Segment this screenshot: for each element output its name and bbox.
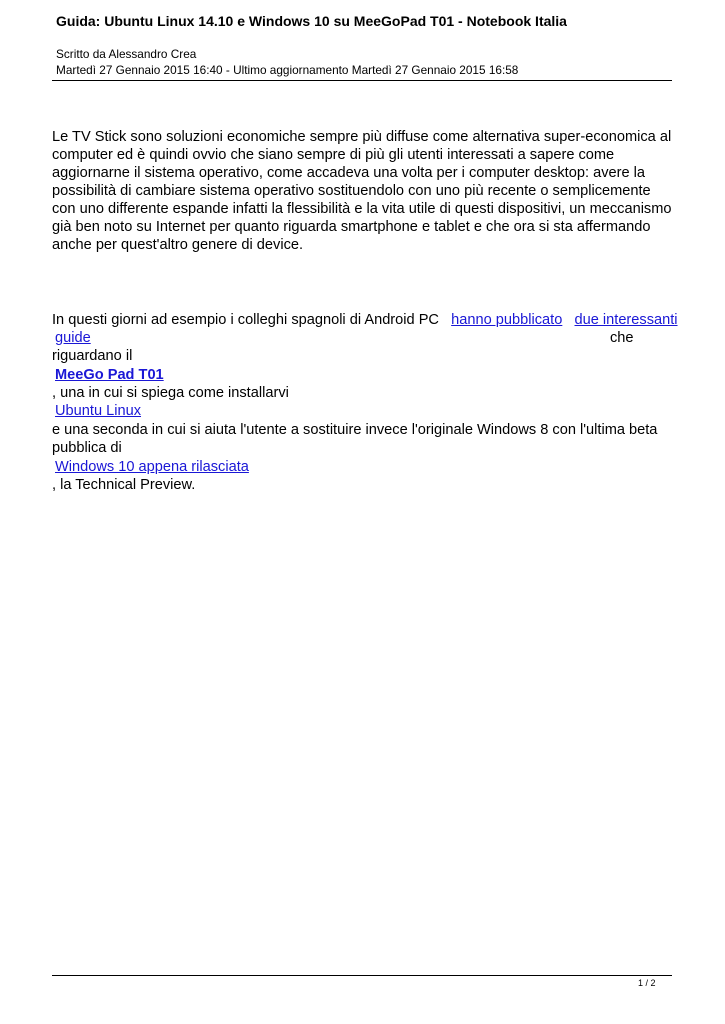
end-text: , la Technical Preview. (52, 477, 196, 493)
install-text: , una in cui si spiega come installarvi (52, 385, 289, 401)
header-divider (52, 80, 672, 81)
paragraph-line (55, 402, 141, 420)
paragraph-line (55, 329, 91, 347)
paragraph-line: anche per quest'altro genere di device. (52, 237, 304, 253)
regarding-text: riguardano il (52, 348, 133, 364)
paragraph-line: possibilità di cambiare sistema operativo sostituendolo con uno più recente o semplicemente (52, 183, 651, 199)
che-text: che (610, 330, 634, 346)
footer-divider (52, 975, 672, 976)
paragraph-line (55, 458, 249, 476)
public-text: pubblica di (52, 440, 122, 456)
intro-text: In questi giorni ad esempio i colleghi spagnoli di Android PC (52, 312, 439, 328)
link-meego-pad[interactable]: MeeGo Pad T01 (55, 367, 164, 383)
link-ubuntu-linux[interactable]: Ubuntu Linux (55, 403, 142, 419)
date-line: Martedì 27 Gennaio 2015 16:40 - Ultimo aggiornamento Martedì 27 Gennaio 2015 16:58 (56, 63, 519, 77)
link-hanno-pubblicato[interactable]: hanno pubblicato (451, 312, 563, 328)
paragraph-line: computer ed è quindi ovvio che siano sempre di più gli utenti interessati a sapere come (52, 147, 615, 163)
paragraph-line (52, 311, 678, 329)
paragraph-line: aggiornarne il sistema operativo, come accadeva una volta per i computer desktop: avere la (52, 165, 645, 181)
paragraph-line: Le TV Stick sono soluzioni economiche sempre più diffuse come alternativa super-economica al (52, 129, 672, 145)
second-guide-text: e una seconda in cui si aiuta l'utente a sostituire invece l'originale Windows 8 con l'ultima beta (52, 422, 658, 438)
page-number: 1 / 2 (638, 978, 656, 988)
paragraph-line: con uno differente espande infatti la flessibilità e la vita utile di questi dispositivi, un meccanismo (52, 201, 672, 217)
link-due-interessanti[interactable]: due interessanti (574, 312, 678, 328)
link-guide[interactable]: guide (55, 330, 91, 346)
link-windows-10[interactable]: Windows 10 appena rilasciata (55, 459, 249, 475)
author-line: Scritto da Alessandro Crea (56, 47, 197, 61)
page-title: Guida: Ubuntu Linux 14.10 e Windows 10 su MeeGoPad T01 - Notebook Italia (56, 13, 567, 29)
paragraph-line (55, 366, 164, 384)
paragraph-line: già ben noto su Internet per quanto riguarda smartphone e tablet e che ora si sta affermando (52, 219, 651, 235)
